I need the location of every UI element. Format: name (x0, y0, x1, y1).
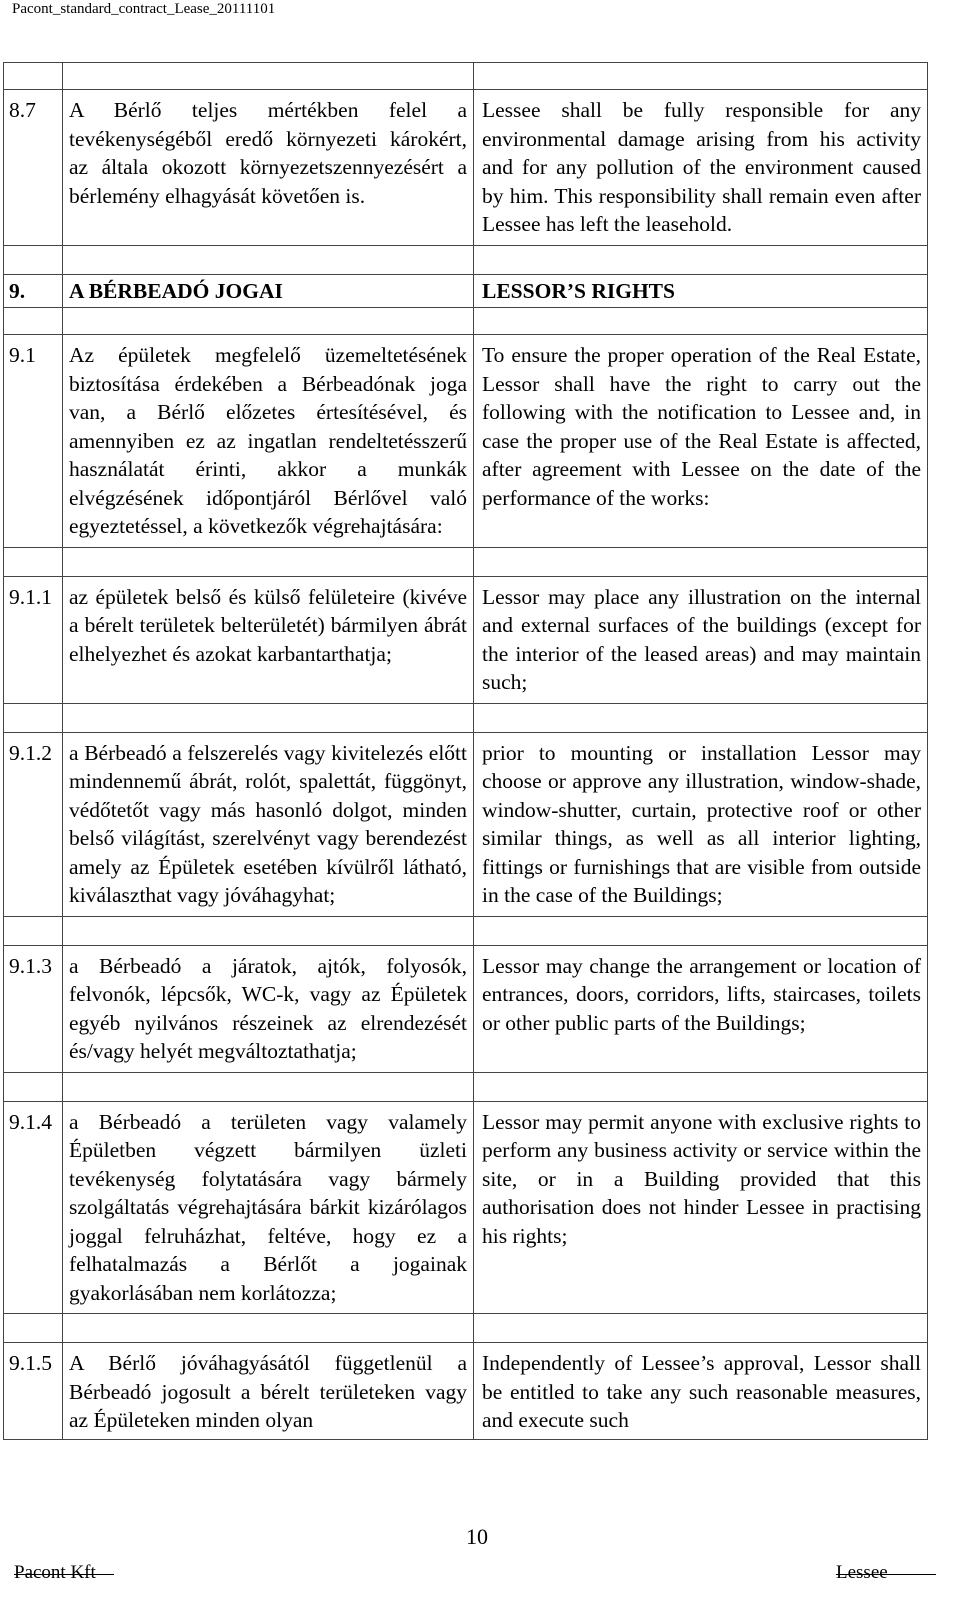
clause-text-english: To ensure the proper operation of the Real Estate, Lessor shall have the right to carry out the following with the notification to Lessee and, in case the proper use of the Real Estate is affected, after agreement with Lessee on the date of the performance of the works: (474, 335, 928, 548)
spacer-row (4, 916, 928, 945)
page-number: 10 (466, 1524, 488, 1549)
clause-text-english: prior to mounting or installation Lessor may choose or approve any illustration, window-shade, window-shutter, curtain, protective roof or other similar things, as well as all interior lighting, fittings or furnishings that are visible from outside in the case of the Buildings; (474, 732, 928, 916)
section-heading-row-9 (4, 274, 928, 308)
footer-right-label: Lessee (836, 1562, 888, 1583)
spacer-row (4, 1072, 928, 1101)
clause-number: 9.1.4 (4, 1101, 63, 1314)
spacer-row (4, 703, 928, 732)
clause-text-english: Lessor may permit anyone with exclusive rights to perform any business activity or service within the site, or in a Building provided that this authorisation does not hinder Lessee in practising his rights; (474, 1101, 928, 1314)
clause-text-hungarian: az épületek belső és külső felületeire (kivéve a bérelt területek belterületét) bármilyen ábrát elhelyezhet és azokat karbantarthatja; (63, 576, 474, 703)
clause-number: 9.1 (4, 335, 63, 548)
clause-text-hungarian: A Bérlő teljes mértékben felel a tevékenységéből eredő környezeti károkért, az általa okozott környezetszennyezésért a bérlemény elhagyását követően is. (63, 90, 474, 246)
clause-text-english: Lessor may place any illustration on the internal and external surfaces of the buildings (except for the interior of the leased areas) and may maintain such; (474, 576, 928, 703)
spacer-row (4, 547, 928, 576)
page-footer (0, 1524, 960, 1600)
clause-row-9-1 (4, 335, 928, 548)
spacer-row (4, 1314, 928, 1343)
clause-text-english: Lessor may change the arrangement or location of entrances, doors, corridors, lifts, staircases, toilets or other public parts of the Buildings; (474, 945, 928, 1072)
clause-row-9-1-1 (4, 576, 928, 703)
document-header-title: Pacont_standard_contract_Lease_20111101 (12, 1, 276, 17)
clause-text-english: Lessee shall be fully responsible for any environmental damage arising from his activity and for any pollution of the environment caused by him. This responsibility shall remain even after Lessee has left the leasehold. (474, 90, 928, 246)
spacer-row (4, 63, 928, 90)
clause-text-hungarian: a Bérbeadó a járatok, ajtók, folyosók, felvonók, lépcsők, WC-k, vagy az Épületek egyéb nyilvános részeinek az elrendezését és/vagy helyét megváltoztathatja; (63, 945, 474, 1072)
clause-text-hungarian: Az épületek megfelelő üzemeltetésének biztosítása érdekében a Bérbeadónak joga van, a Bérlő előzetes értesítésével, és amennyiben ez az ingatlan rendeltetésszerű használatát érinti, akkor a munkák elvégzésének időpontjáról Bérlővel való egyeztetéssel, a következők végrehajtására: (63, 335, 474, 548)
clause-row-9-1-5 (4, 1343, 928, 1440)
clause-number: 9.1.1 (4, 576, 63, 703)
spacer-row (4, 308, 928, 335)
section-number: 9. (4, 274, 63, 308)
clause-text-english: Independently of Lessee’s approval, Lessor shall be entitled to take any such reasonable measures, and execute such (474, 1343, 928, 1440)
section-heading-hungarian: A BÉRBEADÓ JOGAI (63, 274, 474, 308)
clause-row-8-7 (4, 90, 928, 246)
clause-number: 9.1.3 (4, 945, 63, 1072)
clause-text-hungarian: a Bérbeadó a területen vagy valamely Épületben végzett bármilyen üzleti tevékenység folytatására vagy bármely szolgáltatás végrehajtására bárkit kizárólagos joggal felruházhat, feltéve, hogy ez a felhatalmazás a Bérlőt a jogainak gyakorlásában nem korlátozza; (63, 1101, 474, 1314)
clause-number: 9.1.2 (4, 732, 63, 916)
clause-text-hungarian: a Bérbeadó a felszerelés vagy kivitelezés előtt mindennemű ábrát, rolót, spalettát, függönyt, védőtetőt vagy más hasonló dolgot, minden belső világítást, szerelvényt vagy berendezést amely az Épületek esetében kívülről látható, kiválaszthat vagy jóváhagyhat; (63, 732, 474, 916)
clause-number: 8.7 (4, 90, 63, 246)
footer-party-lessee (836, 1548, 888, 1584)
clause-text-hungarian: A Bérlő jóváhagyásától függetlenül a Bérbeadó jogosult a bérelt területeken vagy az Épületeken minden olyan (63, 1343, 474, 1440)
bilingual-contract-table (3, 62, 928, 1440)
clause-row-9-1-3 (4, 945, 928, 1072)
spacer-row (4, 245, 928, 274)
clause-row-9-1-2 (4, 732, 928, 916)
clause-row-9-1-4 (4, 1101, 928, 1314)
clause-number: 9.1.5 (4, 1343, 63, 1440)
footer-left-label: Pacont Kft (14, 1562, 96, 1583)
section-heading-english: LESSOR’S RIGHTS (474, 274, 928, 308)
footer-party-lessor (14, 1548, 96, 1584)
